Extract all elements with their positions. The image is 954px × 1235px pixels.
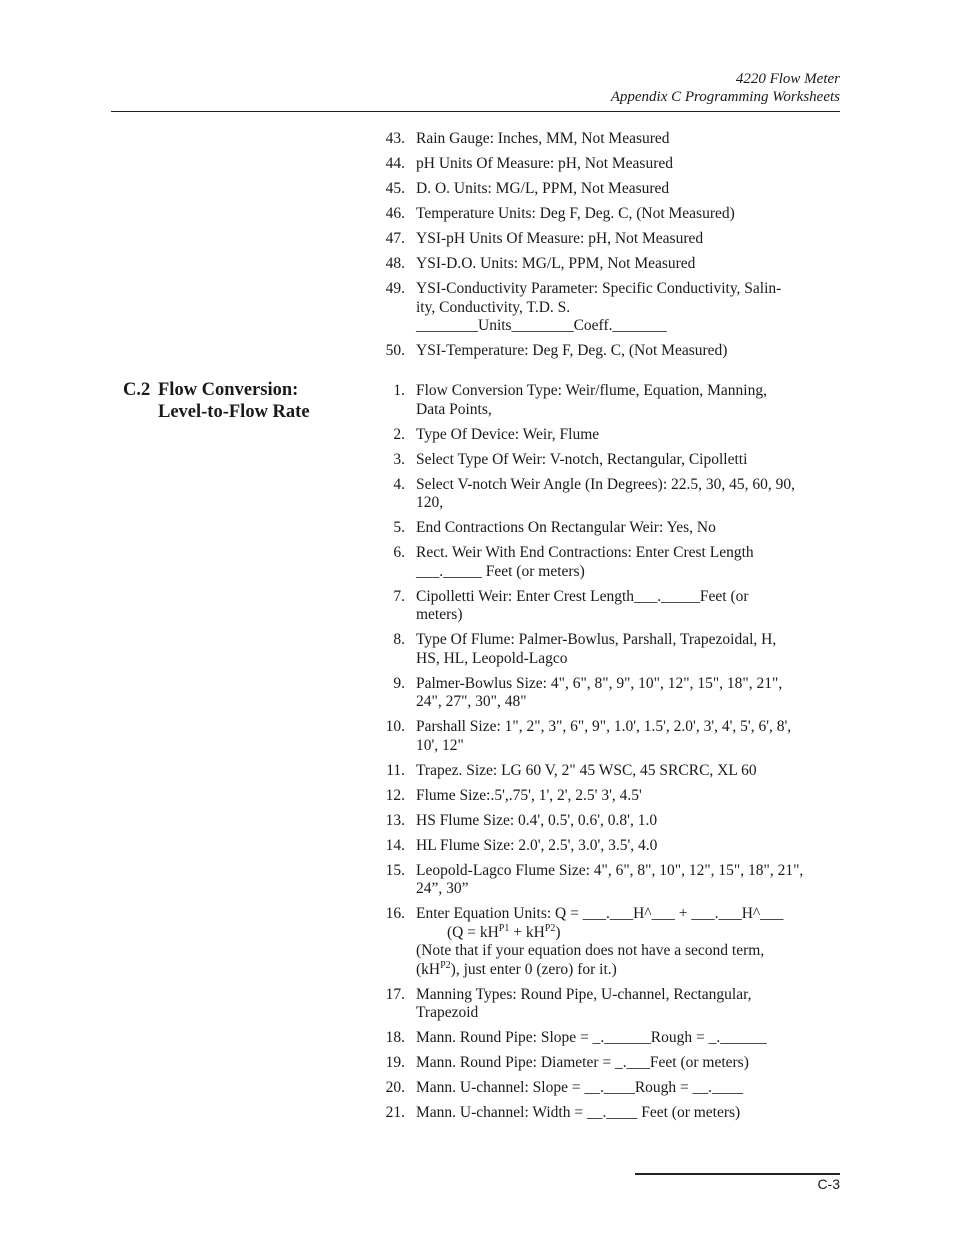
list-item <box>380 588 840 625</box>
page-number: C-3 <box>817 1176 840 1192</box>
item-number: 49. <box>385 280 405 297</box>
list-item <box>380 230 840 249</box>
item-number: 12. <box>385 786 405 804</box>
running-header <box>611 70 840 106</box>
item-text-line: Enter Equation Units: Q = ___.___H^___ + ___.___H^___ <box>416 905 784 922</box>
header-rule <box>111 111 840 112</box>
item-number: 13. <box>385 811 405 829</box>
list-item <box>380 130 840 149</box>
item-text-line: YSI-pH Units Of Measure: pH, Not Measured <box>416 230 704 247</box>
item-number: 50. <box>385 342 405 359</box>
item-number: 4. <box>393 475 405 493</box>
item-number: 48. <box>385 255 405 272</box>
list-item <box>380 382 840 419</box>
list-item <box>380 1079 840 1098</box>
list-item <box>380 426 840 445</box>
item-text-line: $(kH^{P2})$, just enter 0 (zero) for it.) <box>416 959 617 978</box>
list-item <box>380 544 840 581</box>
footer-rule <box>635 1173 840 1175</box>
list-item <box>380 451 840 470</box>
item-number: 6. <box>393 544 405 561</box>
item-text-line: 120, <box>416 494 444 511</box>
item-text-line: Type Of Flume: Palmer-Bowlus, Parshall, Trapezoidal, H, <box>416 631 777 648</box>
item-number: 45. <box>385 180 405 197</box>
item-number: 19. <box>385 1054 405 1071</box>
item-number: 1. <box>393 382 405 399</box>
list-item <box>380 1029 840 1048</box>
item-text-line: Flume Size:.5',.75', 1', 2', 2.5' 3', 4.5' <box>416 786 642 804</box>
item-number: 2. <box>393 425 405 443</box>
item-number: 44. <box>385 155 405 172</box>
list-item <box>380 155 840 174</box>
flow-conversion-list <box>380 382 840 1129</box>
item-text-line: Rect. Weir With End Contractions: Enter Crest Length <box>416 544 754 561</box>
item-text-line: 24”, 30” <box>416 880 469 897</box>
item-text-line: 10', 12" <box>416 736 464 754</box>
item-number: 5. <box>393 519 405 536</box>
item-text-line: Type Of Device: Weir, Flume <box>416 425 600 443</box>
item-text-line: 24", 27", 30", 48" <box>416 693 527 710</box>
item-number: 47. <box>385 230 405 247</box>
item-text-line: Leopold-Lagco Flume Size: 4", 6", 8", 10", 12", 15", 18", 21", <box>416 861 804 879</box>
list-item <box>380 986 840 1023</box>
item-text-line: Palmer-Bowlus Size: 4", 6", 8", 9", 10", 12", 15", 18", 21", <box>416 674 783 692</box>
item-text-line: Manning Types: Round Pipe, U-channel, Rectangular, <box>416 985 752 1003</box>
item-text-line: Flow Conversion Type: Weir/flume, Equation, Manning, <box>416 382 767 399</box>
section-title-line2: Level-to-Flow Rate <box>158 402 310 422</box>
item-text-line: Parshall Size: 1", 2", 3", 6", 9", 1.0', 1.5', 2.0', 3', 4', 5', 6', 8', <box>416 718 792 735</box>
header-title: 4220 Flow Meter <box>735 71 840 87</box>
item-number: 11. <box>386 761 405 779</box>
list-item <box>380 205 840 224</box>
item-text-line: YSI-Conductivity Parameter: Specific Conductivity, Salin- <box>416 280 782 297</box>
item-number: 14. <box>385 836 405 854</box>
item-number: 9. <box>393 674 405 692</box>
item-text-line: D. O. Units: MG/L, PPM, Not Measured <box>416 180 670 197</box>
item-number: 20. <box>385 1079 405 1096</box>
item-text-line: ___._____ Feet (or meters) <box>416 562 585 580</box>
list-item <box>380 519 840 538</box>
item-text-line: Data Points, <box>416 400 492 418</box>
list-item <box>380 862 840 899</box>
list-item <box>380 718 840 755</box>
list-item <box>380 837 840 856</box>
item-number: 17. <box>385 985 405 1003</box>
item-text-line: End Contractions On Rectangular Weir: Yes, No <box>416 519 716 536</box>
item-number: 18. <box>385 1029 405 1046</box>
list-item <box>380 812 840 831</box>
item-number: 15. <box>385 861 405 879</box>
section-number: C.2 <box>123 380 151 400</box>
item-text-line: Select Type Of Weir: V-notch, Rectangular, Cipolletti <box>416 450 748 468</box>
item-text-line: Trapezoid <box>416 1004 479 1021</box>
item-text-line: Rain Gauge: Inches, MM, Not Measured <box>416 130 670 147</box>
item-number: 16. <box>385 905 405 922</box>
worksheet-list-continued <box>380 130 840 367</box>
item-text-line: YSI-D.O. Units: MG/L, PPM, Not Measured <box>416 255 696 272</box>
list-item <box>380 476 840 513</box>
section-title-line1: Flow Conversion: <box>158 380 299 400</box>
list-item <box>380 787 840 806</box>
item-text-line: HL Flume Size: 2.0', 2.5', 3.0', 3.5', 4.0 <box>416 836 658 854</box>
item-number: 3. <box>393 450 405 468</box>
item-number: 46. <box>385 205 405 222</box>
item-text-line: YSI-Temperature: Deg F, Deg. C, (Not Measured) <box>416 342 728 359</box>
list-item <box>380 342 840 361</box>
item-text-line: pH Units Of Measure: pH, Not Measured <box>416 155 673 172</box>
list-item <box>380 180 840 199</box>
item-text-line: HS, HL, Leopold-Lagco <box>416 649 568 667</box>
list-item <box>380 1054 840 1073</box>
item-number: 43. <box>385 130 405 147</box>
item-text-line: Mann. Round Pipe: Slope = _.______Rough = _.______ <box>416 1029 767 1046</box>
list-item <box>380 675 840 712</box>
list-item <box>380 255 840 274</box>
list-item <box>380 762 840 781</box>
item-text-line: $(Q = kH^{P1} + kH^{P2})$ <box>416 922 561 941</box>
list-item <box>380 280 840 336</box>
section-heading <box>123 379 310 423</box>
item-number: 8. <box>393 631 405 648</box>
item-number: 7. <box>393 587 405 605</box>
item-text-line: Trapez. Size: LG 60 V, 2" 45 WSC, 45 SRCRC, XL 60 <box>416 761 757 779</box>
item-text-line: Mann. Round Pipe: Diameter = _.___Feet (or meters) <box>416 1054 749 1071</box>
list-item <box>380 631 840 668</box>
item-text-line: (Note that if your equation does not have a second term, <box>416 942 765 959</box>
item-text-line: Mann. U-channel: Slope = __.____Rough = __.____ <box>416 1079 744 1096</box>
item-text-line: meters) <box>416 606 463 623</box>
item-text-line: ity, Conductivity, T.D. S. <box>416 298 571 316</box>
item-text-line: Mann. U-channel: Width = __.____ Feet (or meters) <box>416 1104 741 1121</box>
list-item <box>380 1104 840 1123</box>
item-text-line: Select V-notch Weir Angle (In Degrees): 22.5, 30, 45, 60, 90, <box>416 475 796 493</box>
item-text-line: Cipolletti Weir: Enter Crest Length___._____Feet (or <box>416 587 749 605</box>
item-text-line: Temperature Units: Deg F, Deg. C, (Not Measured) <box>416 205 735 222</box>
item-number: 10. <box>385 718 405 735</box>
list-item <box>380 905 840 979</box>
item-text-line: ________Units________Coeff._______ <box>416 317 667 334</box>
header-subtitle: Appendix C Programming Worksheets <box>610 89 840 105</box>
item-text-line: HS Flume Size: 0.4', 0.5', 0.6', 0.8', 1.0 <box>416 811 658 829</box>
item-number: 21. <box>385 1104 405 1121</box>
